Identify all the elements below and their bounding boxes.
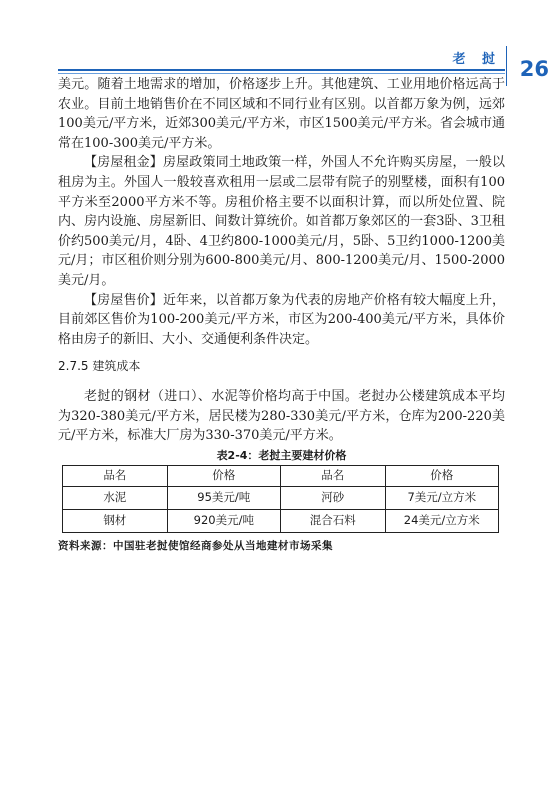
table-cell: 钢材 [63, 509, 168, 532]
source-note: 资料来源：中国驻老挝使馆经商参处从当地建材市场采集 [58, 539, 333, 552]
running-header-title: 老 挝 [452, 52, 501, 67]
header-rule-thin [58, 73, 505, 74]
paragraph-house-sale: 【房屋售价】近年来，以首都万象为代表的房地产价格有较大幅度上升，目前郊区售价为100-200美元/平方米，市区为200-400美元/平方米，具体价格由房子的新旧、大小、交通便利条件决定。 [58, 292, 505, 347]
table-cell: 920美元/吨 [167, 509, 280, 532]
table-cell: 95美元/吨 [167, 486, 280, 509]
section-title: 2.7.5 建筑成本 [58, 359, 141, 374]
header-rule [58, 69, 505, 71]
table-row [63, 486, 499, 509]
building-material-price-table [62, 465, 499, 533]
column-header-item: 品名 [63, 466, 168, 487]
table-cell: 河砂 [280, 486, 385, 509]
table-cell: 混合石料 [280, 509, 385, 532]
column-header-price: 价格 [385, 466, 498, 487]
paragraph-land-price: 美元。随着土地需求的增加，价格逐步上升。其他建筑、工业用地价格远高于农业。目前土地销售价在不同区域和不同行业有区别。以首都万象为例，远郊100美元/平方米，近郊300美元/平方米，市区1500美元/平方米。省会城市通常在100-300美元/平方米。 [58, 77, 505, 151]
column-header-price: 价格 [167, 466, 280, 487]
table-cell: 水泥 [63, 486, 168, 509]
page-body [58, 75, 505, 556]
table-cell: 24美元/立方米 [385, 509, 498, 532]
paragraph-construction-cost: 老挝的钢材（进口）、水泥等价格均高于中国。老挝办公楼建筑成本平均为320-380美元/平方米，居民楼为280-330美元/平方米，仓库为200-220美元/平方米，标准大厂房为330-370美元/平方米。 [58, 388, 505, 444]
header-vertical-rule [506, 46, 507, 86]
paragraph-house-rent: 【房屋租金】房屋政策同土地政策一样，外国人不允许购买房屋，一般以租房为主。外国人一般较喜欢租用一层或二层带有院子的别墅楼，面积有100平方米至2000平方米不等。房租价格主要不以面积计算，而以所处位置、院内、房内设施、房屋新旧、间数计算统价。如首都万象郊区的一套3卧、3卫租价约500美元/月，4卧、4卫约800-1000美元/月，5卧、5卫约1000-1200美元/月；市区租价则分别为600-800美元/月、800-1200美元/月、1500-2000美元/月。 [58, 155, 506, 288]
table-row [63, 509, 499, 532]
table-header-row [63, 466, 499, 487]
table-caption: 表2-4：老挝主要建材价格 [216, 448, 347, 462]
table-cell: 7美元/立方米 [385, 486, 498, 509]
column-header-item: 品名 [280, 466, 385, 487]
page-number: 26 [519, 57, 549, 81]
